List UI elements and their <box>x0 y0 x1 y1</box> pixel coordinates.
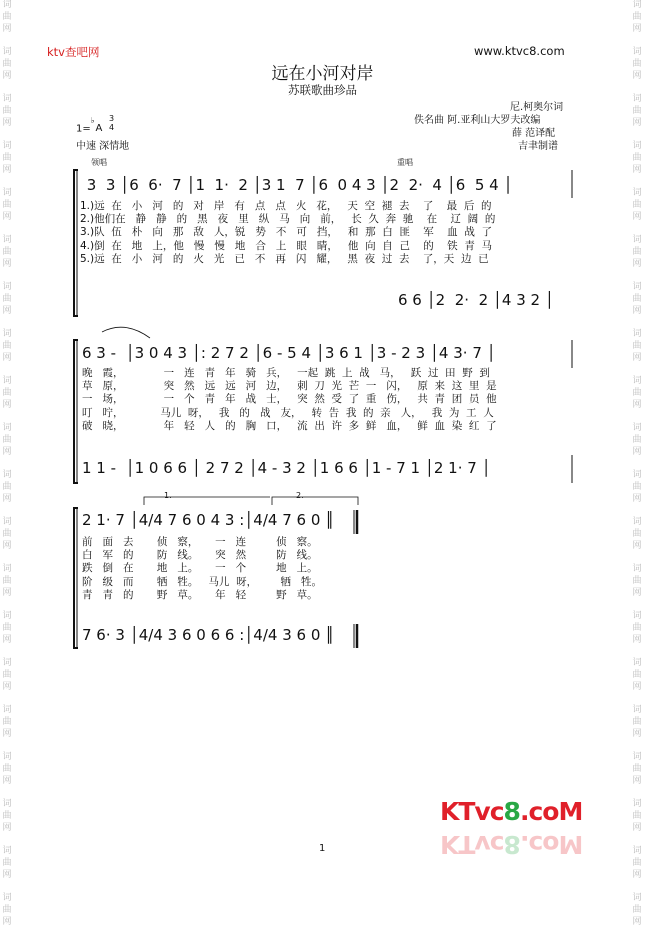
watermark-glyph: 网 <box>632 541 642 551</box>
watermark-glyph: 词 <box>2 846 12 856</box>
lyric-line: 叮 咛， 马儿 呀， 我 的 战 友， 转 告 我 的 亲 人， 我 为 工 人 <box>82 406 494 419</box>
watermark-glyph: 词 <box>632 141 642 151</box>
watermark-glyph: 曲 <box>2 294 12 304</box>
watermark-glyph: 网 <box>632 118 642 128</box>
watermark-glyph: 曲 <box>2 59 12 69</box>
tempo-marking: 中速 深情地 <box>76 141 130 152</box>
watermark-glyph: 词 <box>2 235 12 245</box>
lyric-line: 前 面 去 侦 察， 一 连 侦 察。 <box>82 536 318 548</box>
watermark-glyph: 网 <box>2 165 12 175</box>
volta-second-ending: 2. <box>296 491 304 500</box>
watermark-glyph: 网 <box>2 870 12 880</box>
system3-melody: 2 1· 7 │4/4 7 6 0 4 3 :│4/4 7 6 0 ║ <box>82 511 335 529</box>
watermark-glyph: 网 <box>632 870 642 880</box>
watermark-glyph: 曲 <box>632 59 642 69</box>
watermark-glyph: 网 <box>2 71 12 81</box>
watermark-glyph: 词 <box>632 470 642 480</box>
watermark-glyph: 曲 <box>2 482 12 492</box>
watermark-glyph: 网 <box>2 118 12 128</box>
watermark-glyph: 词 <box>2 282 12 292</box>
watermark-glyph: 网 <box>2 447 12 457</box>
watermark-glyph: 词 <box>632 235 642 245</box>
system3-lyrics <box>82 536 322 602</box>
watermark-glyph: 网 <box>632 635 642 645</box>
watermark-glyph: 曲 <box>2 717 12 727</box>
watermark-glyph: 网 <box>632 823 642 833</box>
watermark-glyph: 网 <box>2 400 12 410</box>
watermark-glyph: 词 <box>2 705 12 715</box>
watermark-glyph: 曲 <box>2 12 12 22</box>
watermark-glyph: 曲 <box>632 341 642 351</box>
watermark-glyph: 词 <box>2 329 12 339</box>
lyric-line: 晚 霞， 一 连 青 年 骑 兵， 一起 跳 上 战 马， 跃 过 田 野 到 <box>82 367 490 379</box>
watermark-glyph: 词 <box>2 893 12 903</box>
watermark-glyph: 曲 <box>632 12 642 22</box>
lyric-line: 破 晓， 年 轻 人 的 胸 口， 流 出 许 多 鲜 血， 鲜 血 染 红 了 <box>82 419 497 432</box>
watermark-glyph: 曲 <box>632 247 642 257</box>
watermark-glyph: 词 <box>2 517 12 527</box>
watermark-glyph: 词 <box>2 423 12 433</box>
watermark-glyph: 曲 <box>2 388 12 398</box>
watermark-glyph: 曲 <box>632 811 642 821</box>
watermark-glyph: 网 <box>2 24 12 34</box>
lyric-line: 草 原， 突 然 远 远 河 边， 刺 刀 光 芒 一 闪， 原 来 这 里 是 <box>82 380 497 393</box>
watermark-glyph: 网 <box>632 24 642 34</box>
watermark-glyph: 网 <box>2 212 12 222</box>
lyric-line: 青 青 的 野 草。 年 轻 野 草。 <box>82 588 318 601</box>
watermark-glyph: 网 <box>2 682 12 692</box>
watermark-glyph: 词 <box>2 376 12 386</box>
lyric-line: 2.)他们在 静 静 的 黑 夜 里 纵 马 向 前， 长 久 奔 驰 在 辽 阔 的 <box>80 213 496 226</box>
watermark-glyph: 词 <box>632 611 642 621</box>
watermark-glyph: 网 <box>632 682 642 692</box>
watermark-glyph: 词 <box>2 47 12 57</box>
lyric-line: 一 场， 一 个 青 年 战 士， 突 然 受 了 重 伤， 共 青 团 员 他 <box>82 393 497 406</box>
watermark-glyph: 曲 <box>2 529 12 539</box>
lyric-line: 4.)倒 在 地 上，他 慢 慢 地 合 上 眼 睛， 他 向 自 己 的 铁 青 马 <box>80 239 492 252</box>
watermark-glyph: 词 <box>632 376 642 386</box>
watermark-glyph: 网 <box>632 494 642 504</box>
watermark-glyph: 词 <box>632 329 642 339</box>
lyric-line: 3.)队 伍 朴 向 那 敌 人，锐 势 不 可 挡， 和 那 白 匪 军 血 战 了 <box>80 226 492 239</box>
watermark-glyph: 词 <box>2 141 12 151</box>
watermark-glyph: 词 <box>2 94 12 104</box>
lyric-line: 跌 倒 在 地 上。 一 个 地 上。 <box>82 562 318 575</box>
system3-lower-part: 7 6· 3 │4/4 3 6 0 6 6 :│4/4 3 6 0 ║ <box>82 626 335 644</box>
watermark-glyph: 词 <box>632 705 642 715</box>
watermark-glyph: 网 <box>632 353 642 363</box>
watermark-glyph: 曲 <box>632 294 642 304</box>
credit-transcriber: 吉聿制谱 <box>518 141 558 152</box>
watermark-glyph: 词 <box>2 658 12 668</box>
watermark-glyph: 网 <box>632 917 642 927</box>
system2-melody: 6 3 - │3 0 4 3 │: 2 7 2 │6 - 5 4 │3 6 1 │3 - 2 3 │4 3· 7 │ <box>82 344 496 362</box>
watermark-glyph: 词 <box>632 517 642 527</box>
watermark-glyph: 词 <box>632 94 642 104</box>
lead-vocal-label: 领唱 <box>91 158 107 167</box>
watermark-glyph: 词 <box>2 611 12 621</box>
watermark-glyph: 词 <box>632 47 642 57</box>
lyric-line: 5.)远 在 小 河 的 火 光 已 不 再 闪 耀， 黑 夜 过 去 了，天 边 已 <box>80 252 489 265</box>
watermark-glyph: 网 <box>632 400 642 410</box>
lyric-line: 1.)远 在 小 河 的 对 岸 有 点 点 火 花， 天 空 褪 去 了 最 后 的 <box>80 200 492 212</box>
watermark-glyph: 曲 <box>2 905 12 915</box>
watermark-glyph: 网 <box>2 306 12 316</box>
song-title: 远在小河对岸 <box>271 64 374 84</box>
watermark-glyph: 词 <box>632 188 642 198</box>
watermark-glyph: 曲 <box>632 623 642 633</box>
watermark-glyph: 网 <box>632 729 642 739</box>
page-number: 1 <box>319 843 326 854</box>
watermark-glyph: 网 <box>2 353 12 363</box>
watermark-glyph: 网 <box>632 71 642 81</box>
watermark-glyph: 曲 <box>632 670 642 680</box>
watermark-glyph: 曲 <box>632 764 642 774</box>
watermark-glyph: 网 <box>2 259 12 269</box>
credit-translator: 薛 范译配 <box>512 128 556 139</box>
watermark-glyph: 词 <box>632 893 642 903</box>
system1-lyrics <box>80 200 495 266</box>
watermark-glyph: 曲 <box>632 482 642 492</box>
watermark-glyph: 网 <box>2 823 12 833</box>
system1-melody: 3 3 │6 6· 7 │1 1· 2 │3 1 7 │6 0 4 3 │2 2· 4 │6 5 4 │ <box>82 176 513 194</box>
watermark-glyph: 网 <box>2 635 12 645</box>
watermark-glyph: 网 <box>2 588 12 598</box>
watermark-glyph: 网 <box>632 212 642 222</box>
watermark-glyph: 词 <box>2 470 12 480</box>
watermark-glyph: 曲 <box>632 576 642 586</box>
watermark-glyph: 网 <box>632 259 642 269</box>
chorus-label: 重唱 <box>397 158 413 167</box>
watermark-glyph: 词 <box>632 0 642 10</box>
system1-lower-part: 6 6 │2 2· 2 │4 3 2 │ <box>398 291 554 309</box>
watermark-glyph: 网 <box>632 165 642 175</box>
watermark-glyph: 曲 <box>632 717 642 727</box>
watermark-glyph: 词 <box>2 564 12 574</box>
site-logo-reflection: KTvc8.coM <box>440 830 583 859</box>
watermark-glyph: 词 <box>632 846 642 856</box>
watermark-glyph: 曲 <box>2 153 12 163</box>
credit-composer: 佚名曲 阿.亚利山大罗夫改编 <box>414 115 541 126</box>
watermark-glyph: 曲 <box>2 623 12 633</box>
watermark-glyph: 曲 <box>2 200 12 210</box>
watermark-glyph: 曲 <box>2 341 12 351</box>
watermark-glyph: 网 <box>2 494 12 504</box>
watermark-glyph: 曲 <box>632 435 642 445</box>
watermark-glyph: 曲 <box>632 153 642 163</box>
key-signature: 1=♭A <box>76 116 103 135</box>
watermark-glyph: 网 <box>632 447 642 457</box>
watermark-glyph: 曲 <box>2 106 12 116</box>
song-subtitle: 苏联歌曲珍品 <box>288 83 357 97</box>
site-logo: KTvc8.coM <box>440 797 583 826</box>
watermark-glyph: 词 <box>632 799 642 809</box>
watermark-glyph: 曲 <box>2 670 12 680</box>
lyric-line: 阶 级 而 牺 牲。 马儿 呀， 牺 牲。 <box>82 575 322 588</box>
watermark-glyph: 曲 <box>632 905 642 915</box>
watermark-glyph: 词 <box>632 752 642 762</box>
watermark-glyph: 词 <box>632 282 642 292</box>
watermark-glyph: 网 <box>2 776 12 786</box>
watermark-glyph: 网 <box>632 306 642 316</box>
lyric-line: 白 军 的 防 线。 突 然 防 线。 <box>82 549 318 562</box>
watermark-glyph: 词 <box>2 752 12 762</box>
watermark-glyph: 曲 <box>2 764 12 774</box>
watermark-glyph: 网 <box>2 729 12 739</box>
time-signature: 3 4 <box>109 114 115 132</box>
watermark-glyph: 网 <box>2 541 12 551</box>
credit-lyricist: 尼.柯奥尔词 <box>510 102 564 113</box>
watermark-glyph: 曲 <box>2 858 12 868</box>
watermark-glyph: 曲 <box>2 247 12 257</box>
watermark-glyph: 词 <box>632 423 642 433</box>
site-url-right: www.ktvc8.com <box>474 44 565 58</box>
watermark-glyph: 曲 <box>632 200 642 210</box>
watermark-glyph: 曲 <box>2 811 12 821</box>
watermark-glyph: 网 <box>2 917 12 927</box>
volta-first-ending: 1. <box>164 491 172 500</box>
watermark-glyph: 网 <box>632 776 642 786</box>
watermark-glyph: 曲 <box>2 435 12 445</box>
watermark-glyph: 曲 <box>632 388 642 398</box>
site-name-left: ktv查吧网 <box>47 45 100 59</box>
system2-lyrics <box>82 367 497 433</box>
system2-lower-part: 1 1 - │1 0 6 6 │ 2 7 2 │4 - 3 2 │1 6 6 │1 - 7 1 │2 1· 7 │ <box>82 459 491 477</box>
watermark-glyph: 词 <box>2 799 12 809</box>
watermark-glyph: 词 <box>632 658 642 668</box>
watermark-glyph: 词 <box>2 188 12 198</box>
watermark-glyph: 词 <box>632 564 642 574</box>
watermark-glyph: 词 <box>2 0 12 10</box>
watermark-glyph: 曲 <box>632 106 642 116</box>
watermark-glyph: 曲 <box>632 529 642 539</box>
watermark-glyph: 曲 <box>2 576 12 586</box>
watermark-glyph: 曲 <box>632 858 642 868</box>
watermark-glyph: 网 <box>632 588 642 598</box>
